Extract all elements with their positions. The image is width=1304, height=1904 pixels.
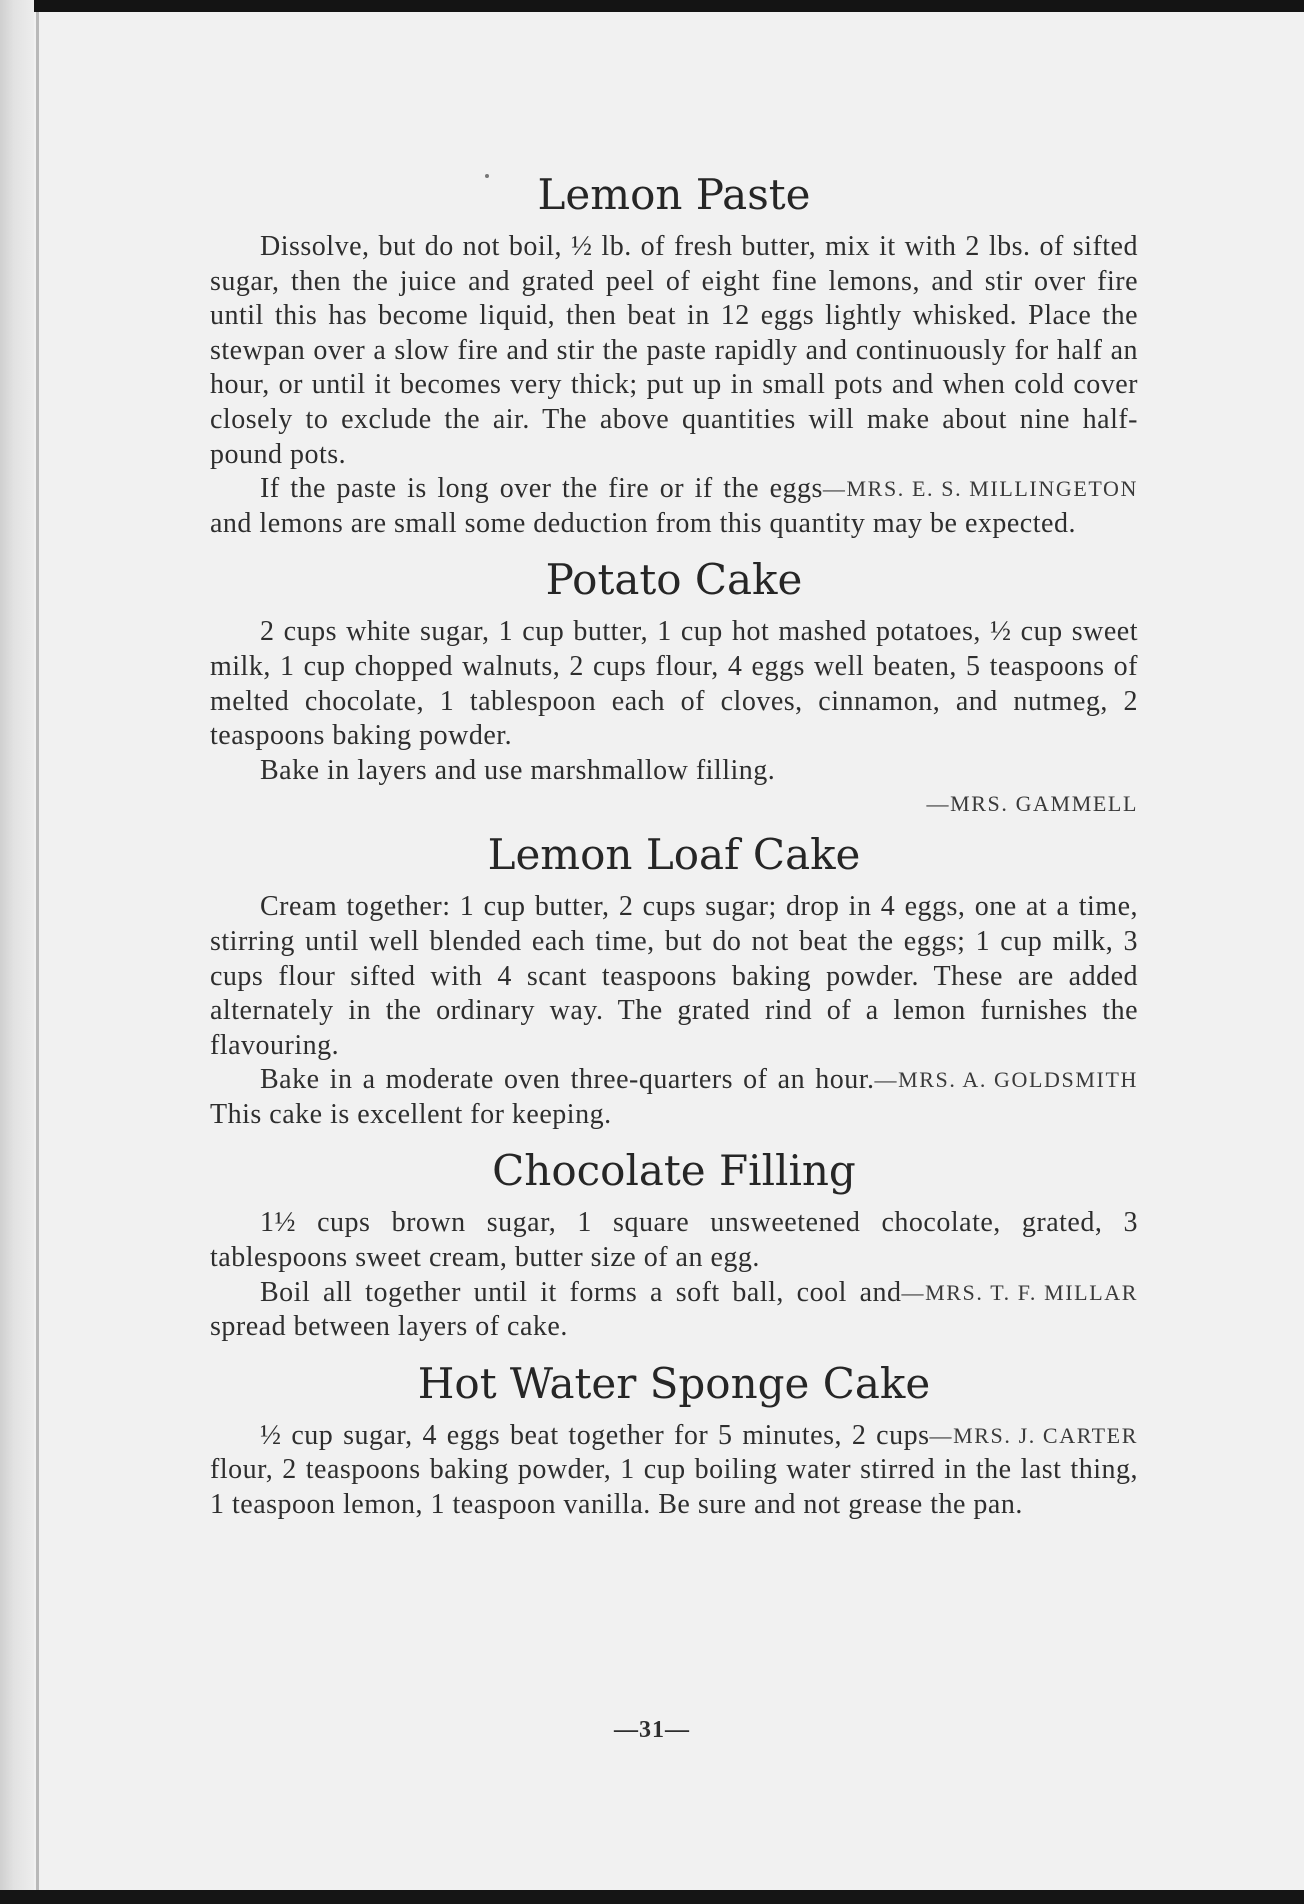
recipe-paragraph: Cream together: 1 cup butter, 2 cups sugar; drop in 4 eggs, one at a time, stirring until well blended each time, but do not beat the eggs; 1 cup milk, 3 cups flour sifted with 4 scant teaspoons baking powder. These are added alternately in the ordinary way. The grated rind of a lemon furnishes the flavouring. xyxy=(210,891,1138,1061)
recipe-title: Lemon Paste xyxy=(537,170,811,219)
recipe-author: —MRS. A. GOLDSMITH xyxy=(874,1067,1138,1093)
recipe-paragraph: —MRS. A. GOLDSMITH Bake in a moderate oven three-quarters of an hour. This cake is excellent for keeping. xyxy=(210,1064,1138,1130)
recipe-author: —MRS. J. CARTER xyxy=(929,1422,1138,1448)
recipe-author: —MRS. GAMMELL xyxy=(926,791,1138,817)
recipe-potato-cake xyxy=(210,553,1138,820)
recipe-paragraph: Dissolve, but do not boil, ½ lb. of fresh butter, mix it with 2 lbs. of sifted sugar, then the juice and grated peel of eight fine lemons, and stir over fire until this has become liquid, then beat in 12 eggs lightly whisked. Place the stewpan over a slow fire and stir the paste rapidly and continuously for half an hour, or until it becomes very thick; put up in small pots and when cold cover closely to exclude the air. The above quantities will make about nine half-pound pots. xyxy=(210,231,1138,470)
recipe-author: —MRS. T. F. MILLAR xyxy=(901,1279,1138,1305)
recipe-paragraph: —MRS. T. F. MILLAR Boil all together until it forms a soft ball, cool and spread between layers of cake. xyxy=(210,1276,1138,1343)
recipe-page xyxy=(210,168,1138,1523)
recipe-paragraph: Bake in layers and use marshmallow filling. xyxy=(260,754,776,786)
page-number: —31— xyxy=(614,1717,690,1743)
recipe-title: Chocolate Filling xyxy=(492,1146,856,1196)
recipe-author: —MRS. E. S. MILLINGETON xyxy=(822,476,1138,502)
recipe-lemon-loaf-cake xyxy=(210,828,1138,1132)
recipe-paragraph: —MRS. J. CARTER ½ cup sugar, 4 eggs beat together for 5 minutes, 2 cups flour, 2 teaspoons baking powder, 1 cup boiling water stirred in the last thing, 1 teaspoon lemon, 1 teaspoon vanilla. Be sure and not grease the pan. xyxy=(210,1419,1138,1521)
recipe-paragraph: —MRS. E. S. MILLINGETON If the paste is long over the fire or if the eggs and lemons are small some deduction from this quantity may be expected. xyxy=(210,473,1138,539)
recipe-paragraph: 1½ cups brown sugar, 1 square unsweetened chocolate, grated, 3 tablespoons sweet cream, butter size of an egg. xyxy=(210,1207,1138,1274)
recipe-title: Potato Cake xyxy=(545,555,803,605)
scan-left-edge xyxy=(0,0,34,1904)
recipe-title: Hot Water Sponge Cake xyxy=(417,1358,931,1408)
page-crease xyxy=(36,12,39,1892)
recipe-paragraph: 2 cups white sugar, 1 cup butter, 1 cup hot mashed potatoes, ½ cup sweet milk, 1 cup chopped walnuts, 2 cups flour, 4 eggs well beaten, 5 teaspoons of melted chocolate, 1 tablespoon each of cloves, cinnamon, and nutmeg, 2 teaspoons baking powder. xyxy=(210,616,1138,752)
recipe-title: Lemon Loaf Cake xyxy=(487,830,861,880)
recipe-hot-water-sponge-cake xyxy=(210,1357,1138,1523)
scan-bottom-edge xyxy=(0,1890,1304,1904)
recipe-chocolate-filling xyxy=(210,1144,1138,1344)
recipe-lemon-paste xyxy=(210,168,1138,541)
scan-top-edge xyxy=(0,0,1304,12)
